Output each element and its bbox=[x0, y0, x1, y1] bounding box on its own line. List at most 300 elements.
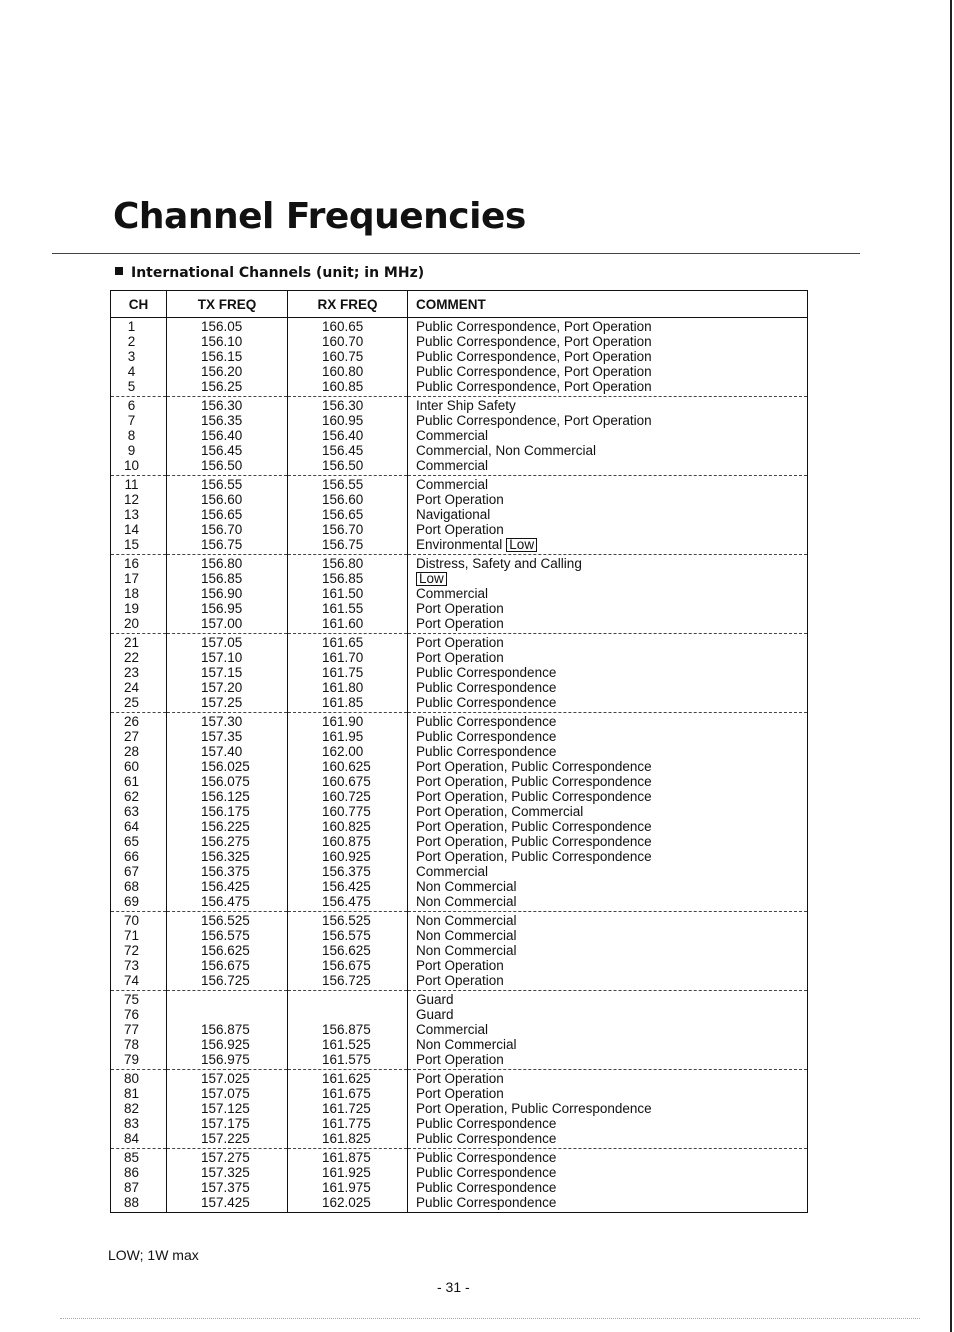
table-row-group bbox=[111, 1149, 808, 1213]
channel-comment bbox=[408, 413, 807, 428]
rx-frequency-text: 161.50 bbox=[322, 586, 364, 601]
channel-number-text: 86 bbox=[123, 1165, 140, 1180]
tx-frequency bbox=[167, 973, 287, 988]
tx-frequency bbox=[167, 789, 287, 804]
rx-frequency bbox=[288, 774, 407, 789]
rx-frequency bbox=[288, 1116, 407, 1131]
channel-comment bbox=[408, 958, 807, 973]
rx-frequency-text: 160.85 bbox=[322, 379, 364, 394]
tx-frequency-text: 157.05 bbox=[201, 635, 243, 650]
tx-frequency-text: 156.725 bbox=[201, 973, 250, 988]
tx-frequency bbox=[167, 443, 287, 458]
channel-comment bbox=[408, 943, 807, 958]
rx-frequency bbox=[288, 834, 407, 849]
rx-frequency-text: 161.95 bbox=[322, 729, 364, 744]
tx-frequency-cell bbox=[167, 318, 288, 397]
rx-frequency bbox=[288, 849, 407, 864]
channel-comment-cell bbox=[408, 1149, 808, 1213]
tx-frequency bbox=[167, 601, 287, 616]
rx-frequency bbox=[288, 943, 407, 958]
channel-comment-text: Commercial bbox=[416, 477, 489, 492]
rx-frequency-text: 156.675 bbox=[322, 958, 371, 973]
channel-comment-text: Public Correspondence bbox=[416, 1180, 557, 1195]
channel-number-text: 74 bbox=[123, 973, 140, 988]
channel-comment-text: Port Operation bbox=[416, 958, 504, 973]
rx-frequency bbox=[288, 744, 407, 759]
channel-number bbox=[111, 522, 166, 537]
channel-number-text: 80 bbox=[123, 1071, 140, 1086]
channel-comment bbox=[408, 556, 807, 571]
rx-frequency-text: 162.00 bbox=[322, 744, 364, 759]
tx-frequency bbox=[167, 879, 287, 894]
channel-number bbox=[111, 537, 166, 552]
channel-number-cell bbox=[111, 991, 167, 1070]
rx-frequency-text: 161.55 bbox=[322, 601, 364, 616]
channel-table bbox=[110, 290, 808, 1213]
rx-frequency-cell bbox=[288, 397, 408, 476]
channel-comment-text: Port Operation bbox=[416, 1052, 504, 1067]
tx-frequency bbox=[167, 1007, 287, 1022]
channel-comment-text: Port Operation bbox=[416, 601, 504, 616]
rx-frequency-text: 156.375 bbox=[322, 864, 371, 879]
channel-number bbox=[111, 913, 166, 928]
rx-frequency bbox=[288, 507, 407, 522]
channel-comment bbox=[408, 1150, 807, 1165]
channel-number bbox=[111, 1086, 166, 1101]
rx-frequency bbox=[288, 571, 407, 586]
rx-frequency-cell bbox=[288, 991, 408, 1070]
channel-comment-text: Public Correspondence bbox=[416, 695, 557, 710]
rx-frequency bbox=[288, 789, 407, 804]
channel-number bbox=[111, 714, 166, 729]
channel-number bbox=[111, 556, 166, 571]
channel-comment bbox=[408, 334, 807, 349]
channel-number bbox=[111, 1180, 166, 1195]
channel-number bbox=[111, 834, 166, 849]
channel-comment bbox=[408, 928, 807, 943]
channel-number-text: 65 bbox=[123, 834, 140, 849]
rx-frequency-text: 156.50 bbox=[322, 458, 364, 473]
channel-number bbox=[111, 665, 166, 680]
channel-number-text: 17 bbox=[123, 571, 140, 586]
tx-frequency-text: 157.075 bbox=[201, 1086, 250, 1101]
tx-frequency-text: 156.90 bbox=[201, 586, 243, 601]
page-edge-line bbox=[950, 0, 952, 1332]
table-row-group bbox=[111, 634, 808, 713]
rx-frequency-text: 160.725 bbox=[322, 789, 371, 804]
tx-frequency-text: 156.875 bbox=[201, 1022, 250, 1037]
rx-frequency bbox=[288, 894, 407, 909]
rx-frequency bbox=[288, 1195, 407, 1210]
channel-comment bbox=[408, 650, 807, 665]
channel-number-text: 23 bbox=[123, 665, 140, 680]
channel-number-cell bbox=[111, 634, 167, 713]
channel-comment bbox=[408, 1052, 807, 1067]
rx-frequency bbox=[288, 714, 407, 729]
channel-comment bbox=[408, 635, 807, 650]
tx-frequency bbox=[167, 958, 287, 973]
tx-frequency bbox=[167, 477, 287, 492]
channel-number bbox=[111, 680, 166, 695]
channel-number-text: 15 bbox=[123, 537, 140, 552]
channel-comment-text: Port Operation, Public Correspondence bbox=[416, 819, 652, 834]
rx-frequency-text: 161.575 bbox=[322, 1052, 371, 1067]
channel-comment-text: Public Correspondence, Port Operation bbox=[416, 379, 652, 394]
channel-comment-text: Port Operation bbox=[416, 973, 504, 988]
rx-frequency bbox=[288, 1071, 407, 1086]
channel-comment bbox=[408, 973, 807, 988]
rx-frequency-text: 160.825 bbox=[322, 819, 371, 834]
channel-number bbox=[111, 1131, 166, 1146]
channel-number bbox=[111, 458, 166, 473]
table-row-group bbox=[111, 555, 808, 634]
rx-frequency-text: 161.90 bbox=[322, 714, 364, 729]
table-row-group bbox=[111, 318, 808, 397]
channel-comment-text: Public Correspondence bbox=[416, 729, 557, 744]
channel-number-text: 2 bbox=[127, 334, 136, 349]
channel-number-text: 19 bbox=[123, 601, 140, 616]
rx-frequency-cell bbox=[288, 634, 408, 713]
tx-frequency bbox=[167, 665, 287, 680]
channel-comment-text: Port Operation, Public Correspondence bbox=[416, 774, 652, 789]
channel-number bbox=[111, 1116, 166, 1131]
channel-number-text: 75 bbox=[123, 992, 140, 1007]
channel-number-text: 25 bbox=[123, 695, 140, 710]
tx-frequency-text: 156.05 bbox=[201, 319, 243, 334]
channel-number bbox=[111, 879, 166, 894]
channel-number bbox=[111, 819, 166, 834]
channel-comment-text: Navigational bbox=[416, 507, 491, 522]
rx-frequency bbox=[288, 879, 407, 894]
section-heading bbox=[115, 265, 424, 281]
channel-number-cell bbox=[111, 555, 167, 634]
rx-frequency bbox=[288, 1022, 407, 1037]
tx-frequency-text: 157.125 bbox=[201, 1101, 250, 1116]
channel-number bbox=[111, 1007, 166, 1022]
channel-comment-text: Port Operation bbox=[416, 522, 504, 537]
channel-comment-text: Public Correspondence bbox=[416, 1195, 557, 1210]
tx-frequency bbox=[167, 507, 287, 522]
section-heading-text: International Channels (unit; in MHz) bbox=[131, 265, 425, 281]
channel-number bbox=[111, 695, 166, 710]
tx-frequency bbox=[167, 864, 287, 879]
channel-number-text: 3 bbox=[127, 349, 136, 364]
rx-frequency bbox=[288, 804, 407, 819]
rx-frequency-text: 161.525 bbox=[322, 1037, 371, 1052]
channel-comment-text: Public Correspondence, Port Operation bbox=[416, 319, 652, 334]
channel-number bbox=[111, 492, 166, 507]
rx-frequency-text: 156.625 bbox=[322, 943, 371, 958]
tx-frequency-text: 156.25 bbox=[201, 379, 243, 394]
channel-comment-text: Inter Ship Safety bbox=[416, 398, 516, 413]
rx-frequency bbox=[288, 1131, 407, 1146]
rx-frequency bbox=[288, 1150, 407, 1165]
rx-frequency bbox=[288, 364, 407, 379]
tx-frequency-text: 156.70 bbox=[201, 522, 243, 537]
channel-number-text: 64 bbox=[123, 819, 140, 834]
channel-comment bbox=[408, 1101, 807, 1116]
tx-frequency-text: 156.325 bbox=[201, 849, 250, 864]
channel-number-text: 85 bbox=[123, 1150, 140, 1165]
rx-frequency bbox=[288, 1180, 407, 1195]
channel-comment-text: Commercial bbox=[416, 458, 489, 473]
rx-frequency bbox=[288, 349, 407, 364]
tx-frequency bbox=[167, 894, 287, 909]
rx-frequency-text: 161.925 bbox=[322, 1165, 371, 1180]
channel-number-text: 12 bbox=[123, 492, 140, 507]
rx-frequency-cell bbox=[288, 1149, 408, 1213]
tx-frequency-cell bbox=[167, 1070, 288, 1149]
channel-comment bbox=[408, 665, 807, 680]
channel-comment bbox=[408, 879, 807, 894]
channel-number-text: 4 bbox=[127, 364, 136, 379]
rx-frequency bbox=[288, 379, 407, 394]
rx-frequency bbox=[288, 1007, 407, 1022]
channel-comment bbox=[408, 492, 807, 507]
tx-frequency bbox=[167, 759, 287, 774]
rx-frequency-text: 161.875 bbox=[322, 1150, 371, 1165]
page-number: - 31 - bbox=[437, 1279, 470, 1295]
tx-frequency-text: 156.075 bbox=[201, 774, 250, 789]
rx-frequency bbox=[288, 650, 407, 665]
channel-comment bbox=[408, 819, 807, 834]
channel-comment-cell bbox=[408, 912, 808, 991]
tx-frequency-text: 156.95 bbox=[201, 601, 243, 616]
tx-frequency-cell bbox=[167, 634, 288, 713]
rx-frequency-text: 162.025 bbox=[322, 1195, 371, 1210]
rx-frequency-text: 160.70 bbox=[322, 334, 364, 349]
tx-frequency bbox=[167, 413, 287, 428]
tx-frequency-text: 157.025 bbox=[201, 1071, 250, 1086]
rx-frequency bbox=[288, 819, 407, 834]
rx-frequency-text: 161.85 bbox=[322, 695, 364, 710]
tx-frequency-text: 156.80 bbox=[201, 556, 243, 571]
rx-frequency-cell bbox=[288, 1070, 408, 1149]
channel-number-cell bbox=[111, 318, 167, 397]
rx-frequency-text: 161.775 bbox=[322, 1116, 371, 1131]
rx-frequency bbox=[288, 398, 407, 413]
tx-frequency bbox=[167, 834, 287, 849]
channel-number bbox=[111, 349, 166, 364]
channel-number-text: 88 bbox=[123, 1195, 140, 1210]
channel-comment bbox=[408, 1022, 807, 1037]
channel-comment bbox=[408, 1180, 807, 1195]
channel-comment bbox=[408, 1086, 807, 1101]
channel-number bbox=[111, 507, 166, 522]
channel-number bbox=[111, 413, 166, 428]
channel-number bbox=[111, 364, 166, 379]
channel-comment-text: Port Operation bbox=[416, 492, 504, 507]
tx-frequency-text: 156.50 bbox=[201, 458, 243, 473]
channel-number bbox=[111, 928, 166, 943]
tx-frequency bbox=[167, 379, 287, 394]
tx-frequency-text: 156.025 bbox=[201, 759, 250, 774]
channel-comment bbox=[408, 680, 807, 695]
channel-number-text: 26 bbox=[123, 714, 140, 729]
rx-frequency-text: 160.775 bbox=[322, 804, 371, 819]
channel-comment bbox=[408, 364, 807, 379]
tx-frequency bbox=[167, 1037, 287, 1052]
channel-comment-text: Commercial bbox=[416, 1022, 489, 1037]
tx-frequency bbox=[167, 364, 287, 379]
tx-frequency-text: 156.40 bbox=[201, 428, 243, 443]
channel-number-cell bbox=[111, 912, 167, 991]
channel-number-text: 5 bbox=[127, 379, 136, 394]
channel-comment-text: Public Correspondence bbox=[416, 680, 557, 695]
channel-comment bbox=[408, 616, 807, 631]
channel-comment bbox=[408, 537, 807, 552]
channel-comment-text: Public Correspondence, Port Operation bbox=[416, 364, 652, 379]
tx-frequency bbox=[167, 492, 287, 507]
tx-frequency-text: 156.85 bbox=[201, 571, 243, 586]
channel-comment-text: Port Operation bbox=[416, 650, 504, 665]
channel-number bbox=[111, 804, 166, 819]
rx-frequency-text: 156.875 bbox=[322, 1022, 371, 1037]
rx-frequency bbox=[288, 680, 407, 695]
channel-number bbox=[111, 443, 166, 458]
channel-comment bbox=[408, 443, 807, 458]
tx-frequency-cell bbox=[167, 912, 288, 991]
channel-comment bbox=[408, 804, 807, 819]
rx-frequency bbox=[288, 759, 407, 774]
tx-frequency-text: 157.15 bbox=[201, 665, 243, 680]
channel-number-cell bbox=[111, 713, 167, 912]
tx-frequency-text: 157.375 bbox=[201, 1180, 250, 1195]
channel-number bbox=[111, 635, 166, 650]
channel-number bbox=[111, 744, 166, 759]
channel-number-text: 8 bbox=[127, 428, 136, 443]
tx-frequency bbox=[167, 1052, 287, 1067]
channel-comment bbox=[408, 714, 807, 729]
rx-frequency bbox=[288, 928, 407, 943]
rx-frequency-text: 161.65 bbox=[322, 635, 364, 650]
rx-frequency-text: 161.80 bbox=[322, 680, 364, 695]
channel-number bbox=[111, 428, 166, 443]
rx-frequency bbox=[288, 958, 407, 973]
channel-comment-cell bbox=[408, 476, 808, 555]
rx-frequency-text: 161.70 bbox=[322, 650, 364, 665]
tx-frequency bbox=[167, 1150, 287, 1165]
tx-frequency-text: 156.55 bbox=[201, 477, 243, 492]
channel-comment bbox=[408, 729, 807, 744]
tx-frequency-cell bbox=[167, 1149, 288, 1213]
tx-frequency bbox=[167, 714, 287, 729]
channel-comment bbox=[408, 774, 807, 789]
tx-frequency-text: 156.475 bbox=[201, 894, 250, 909]
rx-frequency-text: 156.60 bbox=[322, 492, 364, 507]
tx-frequency-text: 157.20 bbox=[201, 680, 243, 695]
tx-frequency-text: 157.25 bbox=[201, 695, 243, 710]
channel-number bbox=[111, 601, 166, 616]
channel-comment bbox=[408, 1116, 807, 1131]
tx-frequency-cell bbox=[167, 555, 288, 634]
channel-comment bbox=[408, 864, 807, 879]
rx-frequency-text: 156.425 bbox=[322, 879, 371, 894]
channel-number bbox=[111, 849, 166, 864]
tx-frequency-text: 157.10 bbox=[201, 650, 243, 665]
rx-frequency-text: 160.65 bbox=[322, 319, 364, 334]
rx-frequency-text: 160.80 bbox=[322, 364, 364, 379]
tx-frequency-text: 156.525 bbox=[201, 913, 250, 928]
channel-number-text: 1 bbox=[127, 319, 136, 334]
tx-frequency-cell bbox=[167, 476, 288, 555]
channel-comment-text: Port Operation bbox=[416, 616, 504, 631]
channel-number-text: 81 bbox=[123, 1086, 140, 1101]
channel-number-cell bbox=[111, 476, 167, 555]
rx-frequency bbox=[288, 1086, 407, 1101]
rx-frequency-cell bbox=[288, 713, 408, 912]
tx-frequency bbox=[167, 650, 287, 665]
channel-comment-cell bbox=[408, 397, 808, 476]
channel-comment-text: Guard bbox=[416, 992, 454, 1007]
rx-frequency bbox=[288, 1165, 407, 1180]
rx-frequency-text: 156.70 bbox=[322, 522, 364, 537]
channel-number-cell bbox=[111, 1070, 167, 1149]
channel-comment bbox=[408, 759, 807, 774]
channel-number bbox=[111, 571, 166, 586]
channel-comment-text: Public Correspondence bbox=[416, 714, 557, 729]
channel-number bbox=[111, 379, 166, 394]
tx-frequency bbox=[167, 804, 287, 819]
rx-frequency bbox=[288, 492, 407, 507]
tx-frequency bbox=[167, 556, 287, 571]
channel-comment-text: Non Commercial bbox=[416, 1037, 517, 1052]
tx-frequency-text: 157.40 bbox=[201, 744, 243, 759]
channel-comment-cell bbox=[408, 1070, 808, 1149]
rx-frequency bbox=[288, 458, 407, 473]
rx-frequency bbox=[288, 1101, 407, 1116]
rx-frequency bbox=[288, 413, 407, 428]
channel-comment-text: Environmental bbox=[416, 537, 503, 552]
channel-comment-text: Distress, Safety and Calling bbox=[416, 556, 582, 571]
tx-frequency bbox=[167, 744, 287, 759]
channel-comment-text: Non Commercial bbox=[416, 928, 517, 943]
table-row-group bbox=[111, 912, 808, 991]
tx-frequency-text: 157.225 bbox=[201, 1131, 250, 1146]
rx-frequency-text: 156.40 bbox=[322, 428, 364, 443]
rx-frequency-text: 156.65 bbox=[322, 507, 364, 522]
channel-number-text: 21 bbox=[123, 635, 140, 650]
rx-frequency-text: 156.475 bbox=[322, 894, 371, 909]
tx-frequency-text: 156.60 bbox=[201, 492, 243, 507]
footnote: LOW; 1W max bbox=[108, 1247, 199, 1263]
channel-number bbox=[111, 789, 166, 804]
tx-frequency bbox=[167, 774, 287, 789]
channel-number bbox=[111, 586, 166, 601]
rx-frequency-cell bbox=[288, 912, 408, 991]
table-row-group bbox=[111, 713, 808, 912]
channel-number-text: 77 bbox=[123, 1022, 140, 1037]
tx-frequency-text: 156.375 bbox=[201, 864, 250, 879]
channel-comment bbox=[408, 586, 807, 601]
rx-frequency-text: 156.525 bbox=[322, 913, 371, 928]
rx-frequency-cell bbox=[288, 555, 408, 634]
tx-frequency-text: 156.75 bbox=[201, 537, 243, 552]
rx-frequency-text: 161.60 bbox=[322, 616, 364, 631]
tx-frequency bbox=[167, 319, 287, 334]
channel-comment-text: Public Correspondence bbox=[416, 665, 557, 680]
channel-comment-text: Port Operation bbox=[416, 1071, 504, 1086]
rx-frequency-text: 156.85 bbox=[322, 571, 364, 586]
channel-number bbox=[111, 1052, 166, 1067]
channel-comment-text: Port Operation, Public Correspondence bbox=[416, 849, 652, 864]
rx-frequency-text: 161.625 bbox=[322, 1071, 371, 1086]
channel-number-cell bbox=[111, 397, 167, 476]
tx-frequency-text: 157.30 bbox=[201, 714, 243, 729]
channel-comment-text: Public Correspondence bbox=[416, 1116, 557, 1131]
tx-frequency bbox=[167, 1180, 287, 1195]
channel-number-text: 7 bbox=[127, 413, 136, 428]
